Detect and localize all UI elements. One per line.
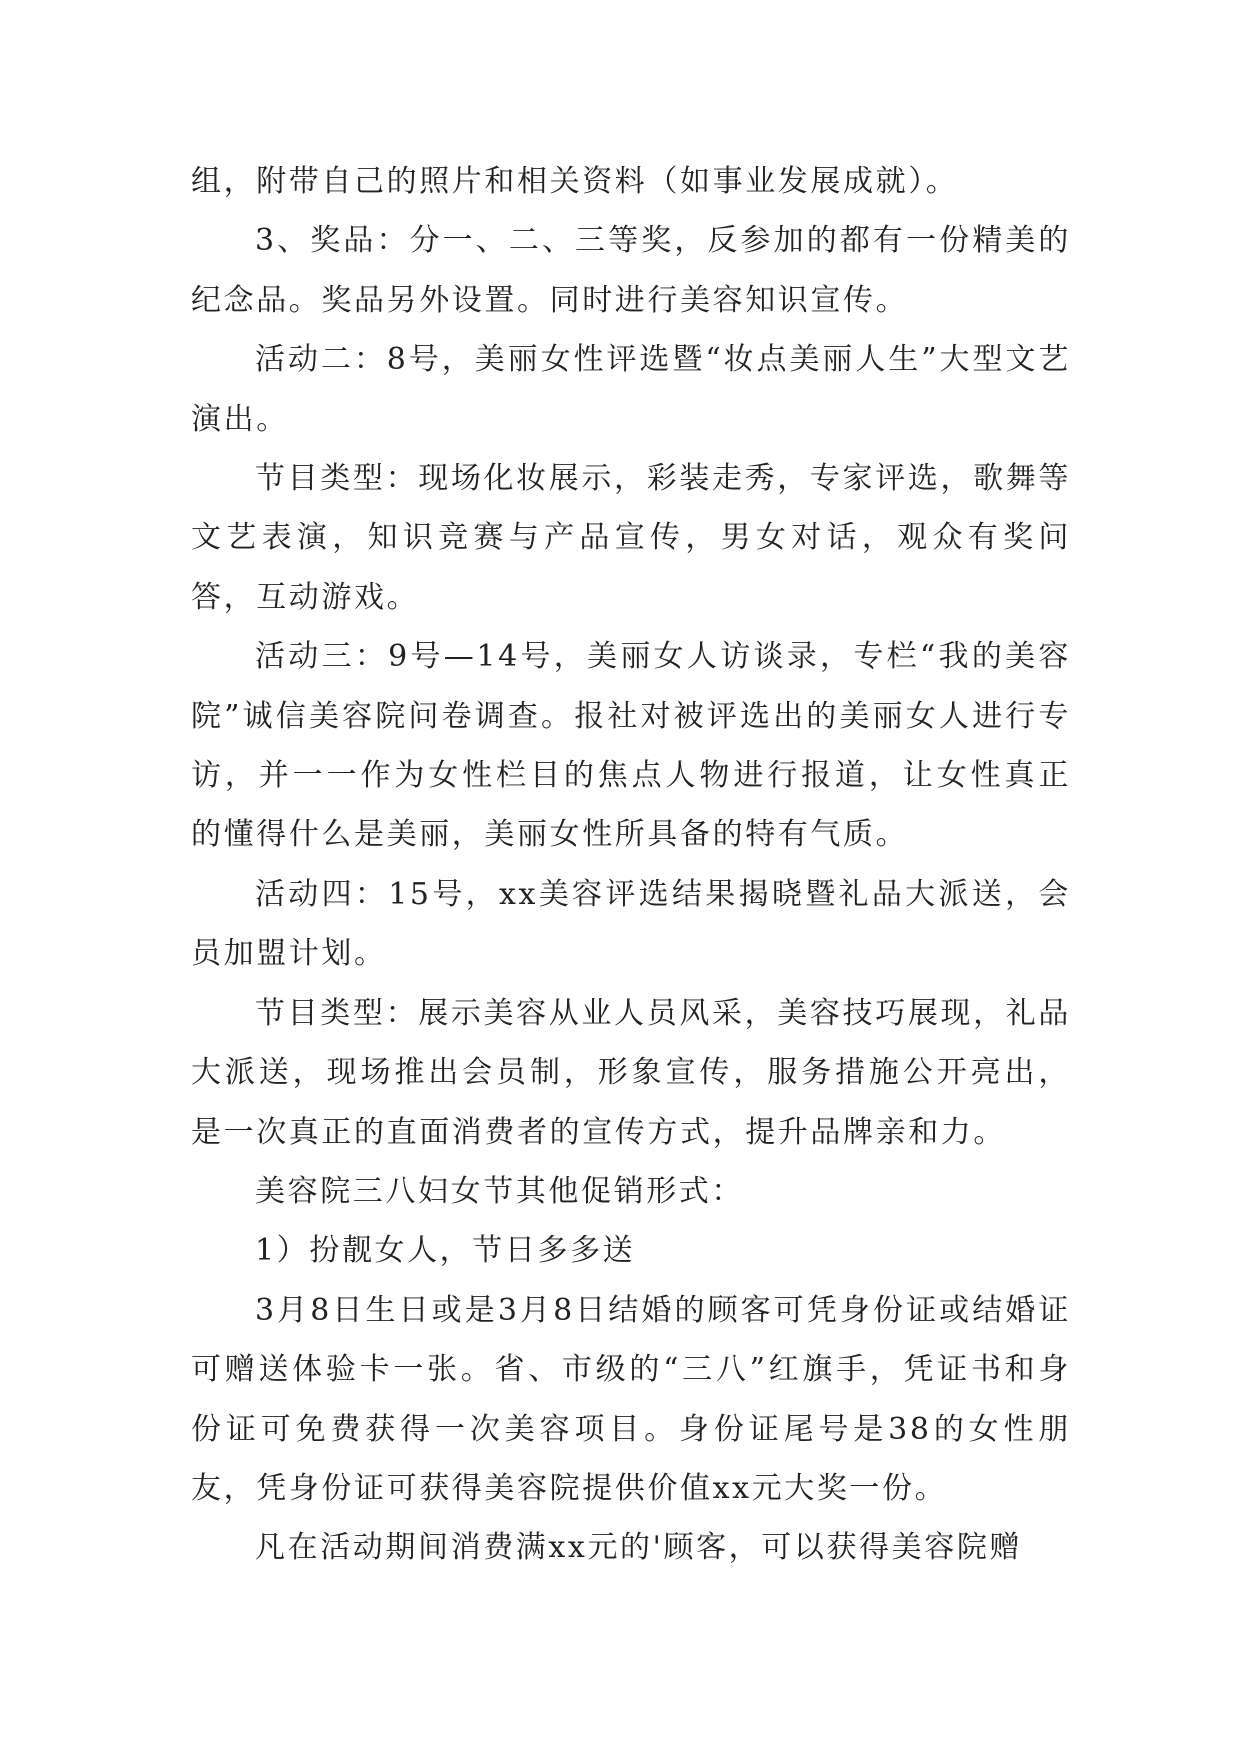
paragraph: 活动三：9号—14号，美丽女人访谈录，专栏“我的美容院”诚信美容院问卷调查。报社对被评选出的美丽女人进行专访，并一一作为女性栏目的焦点人物进行报道，让女性真正的懂得什么是美丽，美丽女性所具备的特有气质。 [191,639,1071,853]
paragraph: 节目类型：展示美容从业人员风采，美容技巧展现，礼品大派送，现场推出会员制，形象宣传，服务措施公开亮出，是一次真正的直面消费者的宣传方式，提升品牌亲和力。 [191,995,1071,1150]
paragraph: 活动四：15号，xx美容评选结果揭晓暨礼品大派送，会员加盟计划。 [191,876,1071,972]
paragraph: 美容院三八妇女节其他促销形式： [255,1173,744,1209]
document-body [191,152,1071,1578]
paragraph: 节目类型：现场化妆展示，彩装走秀，专家评选，歌舞等文艺表演，知识竞赛与产品宣传，男女对话，观众有奖问答，互动游戏。 [191,461,1071,615]
paragraph: 3、奖品：分一、二、三等奖，反参加的都有一份精美的纪念品。奖品另外设置。同时进行美容知识宣传。 [191,223,1071,318]
paragraph: 3月8日生日或是3月8日结婚的顾客可凭身份证或结婚证可赠送体验卡一张。省、市级的“三八”红旗手，凭证书和身份证可免费获得一次美容项目。身份证尾号是38的女性朋友，凭身份证可获得美容院提供价值xx元大奖一份。 [191,1292,1071,1506]
paragraph: 组，附带自己的照片和相关资料（如事业发展成就）。 [191,164,959,199]
paragraph: 1）扮靓女人，节日多多送 [255,1233,636,1269]
paragraph: 活动二：8号，美丽女性评选暨“妆点美丽人生”大型文艺演出。 [191,342,1071,437]
paragraph: 凡在活动期间消费满xx元的'顾客，可以获得美容院赠 [255,1530,1023,1566]
